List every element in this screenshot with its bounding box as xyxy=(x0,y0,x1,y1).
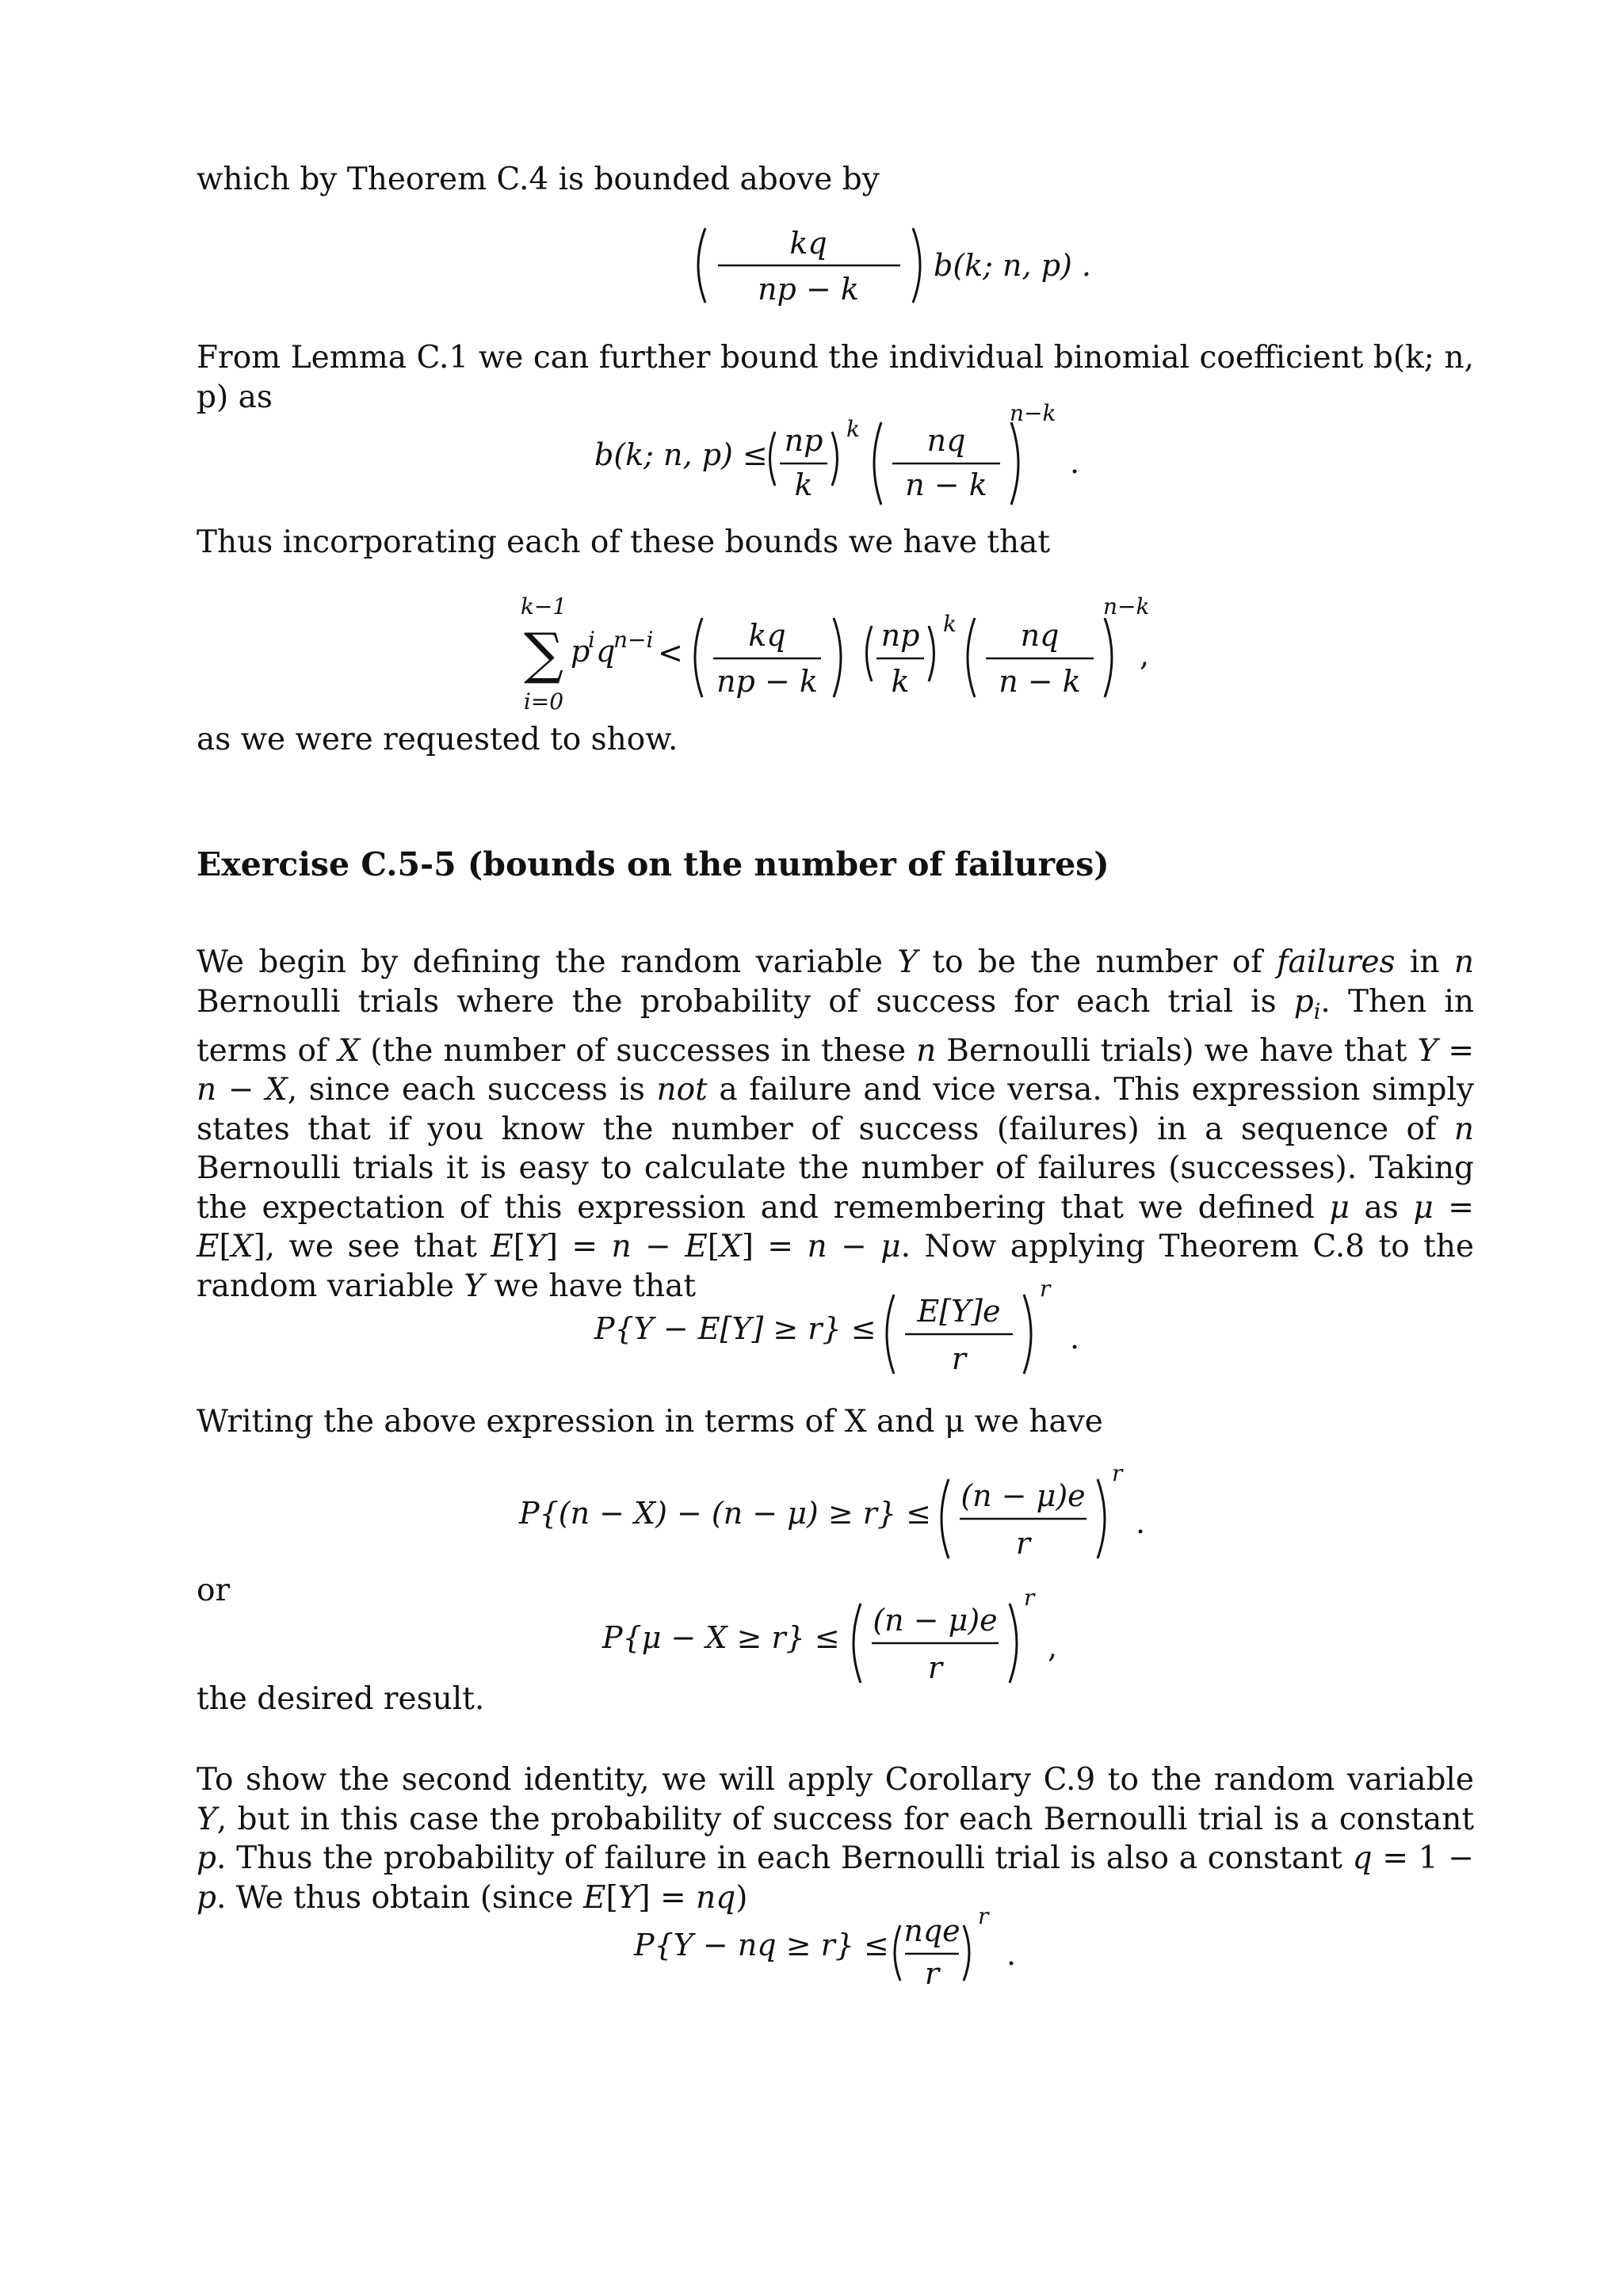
svg-text:k: k xyxy=(943,611,957,637)
paragraph-desired-result: the desired result. xyxy=(197,1681,485,1717)
paragraph-second-identity: To show the second identity, we will apply Corollary C.9 to the random variable Y, but in this case the probability of success for each Bernoulli trial is a constant p. Thus the probability of failure in each Bernoulli trial is also a constant q = 1 − p. We thus obtain (since E[Y] = nq) xyxy=(197,1762,1474,1916)
svg-text:k: k xyxy=(891,664,910,699)
exercise-heading: Exercise C.5-5 (bounds on the number of failures) xyxy=(197,845,1109,883)
svg-text:r: r xyxy=(1015,1526,1031,1561)
svg-text:,: , xyxy=(1048,1630,1058,1665)
paragraph-in-terms-of-x: Writing the above expression in terms of X and μ we have xyxy=(197,1404,1103,1440)
svg-text:.: . xyxy=(1070,445,1080,480)
svg-text:k: k xyxy=(794,467,813,502)
svg-text:n−k: n−k xyxy=(1103,593,1150,620)
svg-text:nqe: nqe xyxy=(903,1913,960,1948)
svg-text:∑: ∑ xyxy=(524,621,563,686)
svg-text:,: , xyxy=(1140,638,1150,673)
svg-text:kq: kq xyxy=(789,226,827,261)
svg-text:r: r xyxy=(1112,1460,1123,1486)
paragraph-failures-definition: We begin by defining the random variable Y to be the number of failures in n Bernoulli trials where the probability of success for each trial is $p_i$. Then in terms of X (the number of successes in these n Bernoulli trials) we have that Y = n − X, since each success is not a failure and vice versa. This expression simply states that if you know the number of success (failures) in a sequence of n Bernoulli trials it is easy to calculate the number of failures (successes). Taking the expectation of this expression and remembering that we defined μ as μ = E[X], we see that E[Y] = n − E[X] = n − μ. Now applying Theorem C.8 to the random variable Y we have that xyxy=(197,944,1475,1304)
svg-text:k−1: k−1 xyxy=(520,593,567,620)
svg-text:(n − μ)e: (n − μ)e xyxy=(873,1603,998,1638)
paragraph-lemma-c1: From Lemma C.1 we can further bound the individual binomial coefficient b(k; n, p) as xyxy=(197,340,1474,415)
svg-text:n − k: n − k xyxy=(999,664,1081,699)
svg-text:r: r xyxy=(1024,1585,1035,1611)
equation-sum-bound xyxy=(514,590,1148,729)
svg-text:.: . xyxy=(1136,1505,1146,1540)
equation-theorem-c8 xyxy=(594,1277,1086,1384)
svg-text:<: < xyxy=(658,635,683,670)
svg-text:np − k: np − k xyxy=(758,272,859,307)
svg-text:r: r xyxy=(1040,1276,1051,1302)
svg-text:i=0: i=0 xyxy=(523,688,564,715)
svg-text:r: r xyxy=(978,1903,989,1929)
equation-mu-minus-x-bound xyxy=(602,1586,1078,1693)
svg-text:n−k: n−k xyxy=(1010,400,1056,426)
svg-text:E[Y]e: E[Y]e xyxy=(917,1294,1001,1329)
svg-text:n−i: n−i xyxy=(613,627,654,653)
paragraph-or: or xyxy=(197,1573,231,1608)
equation-bound-theorem-c4 xyxy=(689,214,1091,317)
svg-text:np − k: np − k xyxy=(716,664,818,699)
svg-text:k: k xyxy=(846,416,860,442)
svg-text:(n − μ)e: (n − μ)e xyxy=(960,1478,1086,1513)
svg-text:b(k; n, p) ≤: b(k; n, p) ≤ xyxy=(594,437,768,472)
svg-text:np: np xyxy=(784,423,823,458)
svg-text:np: np xyxy=(880,618,920,653)
equation-substituted-bound xyxy=(519,1462,1153,1569)
svg-text:b(k; n, p) .: b(k; n, p) . xyxy=(934,248,1091,283)
svg-text:r: r xyxy=(927,1650,943,1685)
svg-text:P{(n − X) − (n − μ) ≥ r} ≤: P{(n − X) − (n − μ) ≥ r} ≤ xyxy=(519,1496,931,1531)
paragraph-incorporating-bounds: Thus incorporating each of these bounds we have that xyxy=(197,524,1051,560)
svg-text:r: r xyxy=(924,1956,940,1991)
svg-text:kq: kq xyxy=(748,618,786,653)
paragraph-theorem-c4: which by Theorem C.4 is bounded above by xyxy=(197,162,880,197)
svg-text:r: r xyxy=(951,1341,967,1376)
equation-binomial-coefficient-bound xyxy=(594,400,1086,511)
svg-text:q: q xyxy=(596,634,616,669)
paragraph-requested-to-show: as we were requested to show. xyxy=(197,722,678,757)
svg-text:nq: nq xyxy=(1020,618,1060,653)
svg-text:P{Y − E[Y] ≥ r} ≤: P{Y − E[Y] ≥ r} ≤ xyxy=(594,1311,876,1346)
svg-text:n − k: n − k xyxy=(905,467,987,502)
equation-corollary-c9 xyxy=(634,1901,1046,1997)
svg-text:i: i xyxy=(588,627,595,653)
svg-text:p: p xyxy=(571,634,590,669)
svg-text:.: . xyxy=(1006,1937,1017,1972)
svg-text:P{Y − nq ≥ r} ≤: P{Y − nq ≥ r} ≤ xyxy=(634,1928,889,1962)
svg-text:.: . xyxy=(1070,1321,1080,1356)
svg-text:nq: nq xyxy=(926,423,966,458)
svg-text:P{μ − X ≥ r} ≤: P{μ − X ≥ r} ≤ xyxy=(602,1620,840,1655)
